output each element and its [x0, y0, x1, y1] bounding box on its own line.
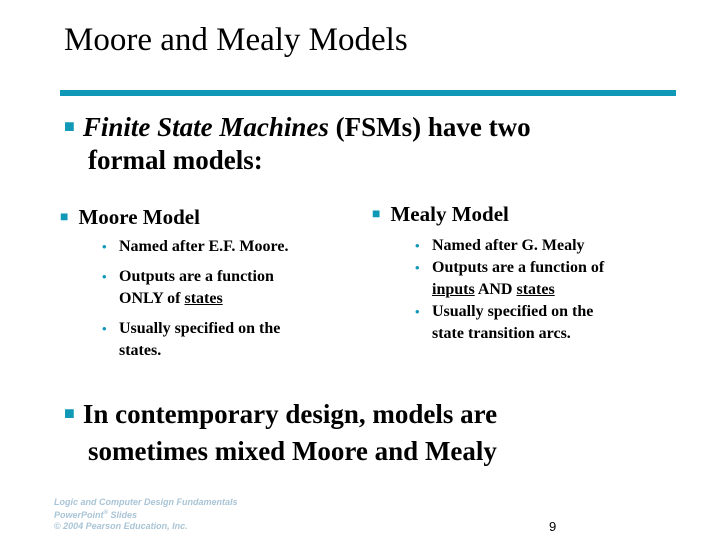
list-item [405, 301, 675, 345]
moore-item3-line2: states. [119, 342, 162, 359]
logo-line2 [54, 508, 244, 521]
mealy-item3-line2: state transition arcs. [432, 325, 571, 342]
list-item [405, 235, 675, 257]
round-bullet-icon: • [102, 269, 107, 284]
list-item [92, 318, 342, 362]
contemporary-line2: sometimes mixed Moore and Mealy [88, 436, 497, 466]
moore-item2-underlined: states [184, 290, 223, 307]
logo-line1: Logic and Computer Design Fundamentals [54, 497, 238, 507]
bullet-contemporary-design [64, 395, 684, 470]
logo-line3: © 2004 Pearson Education, Inc. [54, 521, 188, 531]
slide-title: Moore and Mealy Models [64, 22, 408, 58]
contemporary-line1: In contemporary design, models are [82, 399, 498, 429]
page-number: 9 [549, 519, 557, 534]
moore-item2-pre: ONLY of [119, 290, 185, 307]
mealy-list [405, 235, 675, 345]
logo-line2-sup: ® [103, 510, 108, 516]
mealy-item3-line1: Usually specified on the [432, 303, 594, 320]
fsm-italic-text: Finite State Machines [82, 112, 329, 142]
list-item [92, 266, 342, 310]
logo-line2-pre: PowerPoint [54, 510, 104, 520]
publisher-logo [54, 497, 244, 532]
square-bullet-icon: ■ [64, 116, 75, 136]
fsm-line2: formal models: [88, 145, 263, 175]
bullet-fsm-models [64, 110, 664, 177]
mealy-heading-label: Mealy Model [390, 202, 509, 226]
square-bullet-icon: ■ [372, 207, 381, 222]
moore-heading [60, 205, 200, 230]
round-bullet-icon: • [415, 260, 420, 275]
list-item [92, 236, 342, 258]
moore-item2-line1: Outputs are a function [119, 268, 274, 285]
square-bullet-icon: ■ [60, 210, 69, 225]
moore-item1-text: Named after E.F. Moore. [119, 238, 289, 255]
round-bullet-icon: • [102, 321, 107, 336]
round-bullet-icon: • [415, 238, 420, 253]
mealy-item2-states: states [516, 281, 555, 298]
mealy-item2-and: AND [474, 281, 517, 298]
moore-heading-label: Moore Model [78, 205, 200, 229]
list-item [405, 257, 675, 301]
mealy-heading [372, 202, 509, 227]
title-divider [60, 90, 676, 96]
mealy-item2-inputs: inputs [432, 281, 475, 298]
mealy-item2-line1: Outputs are a function of [432, 259, 605, 276]
round-bullet-icon: • [102, 239, 107, 254]
round-bullet-icon: • [415, 304, 420, 319]
moore-list [92, 236, 342, 370]
mealy-item1-text: Named after G. Mealy [432, 237, 585, 254]
moore-item3-line1: Usually specified on the [119, 320, 281, 337]
logo-line2-post: Slides [107, 510, 137, 520]
fsm-rest-text: (FSMs) have two [328, 112, 531, 142]
square-bullet-icon: ■ [64, 403, 75, 423]
